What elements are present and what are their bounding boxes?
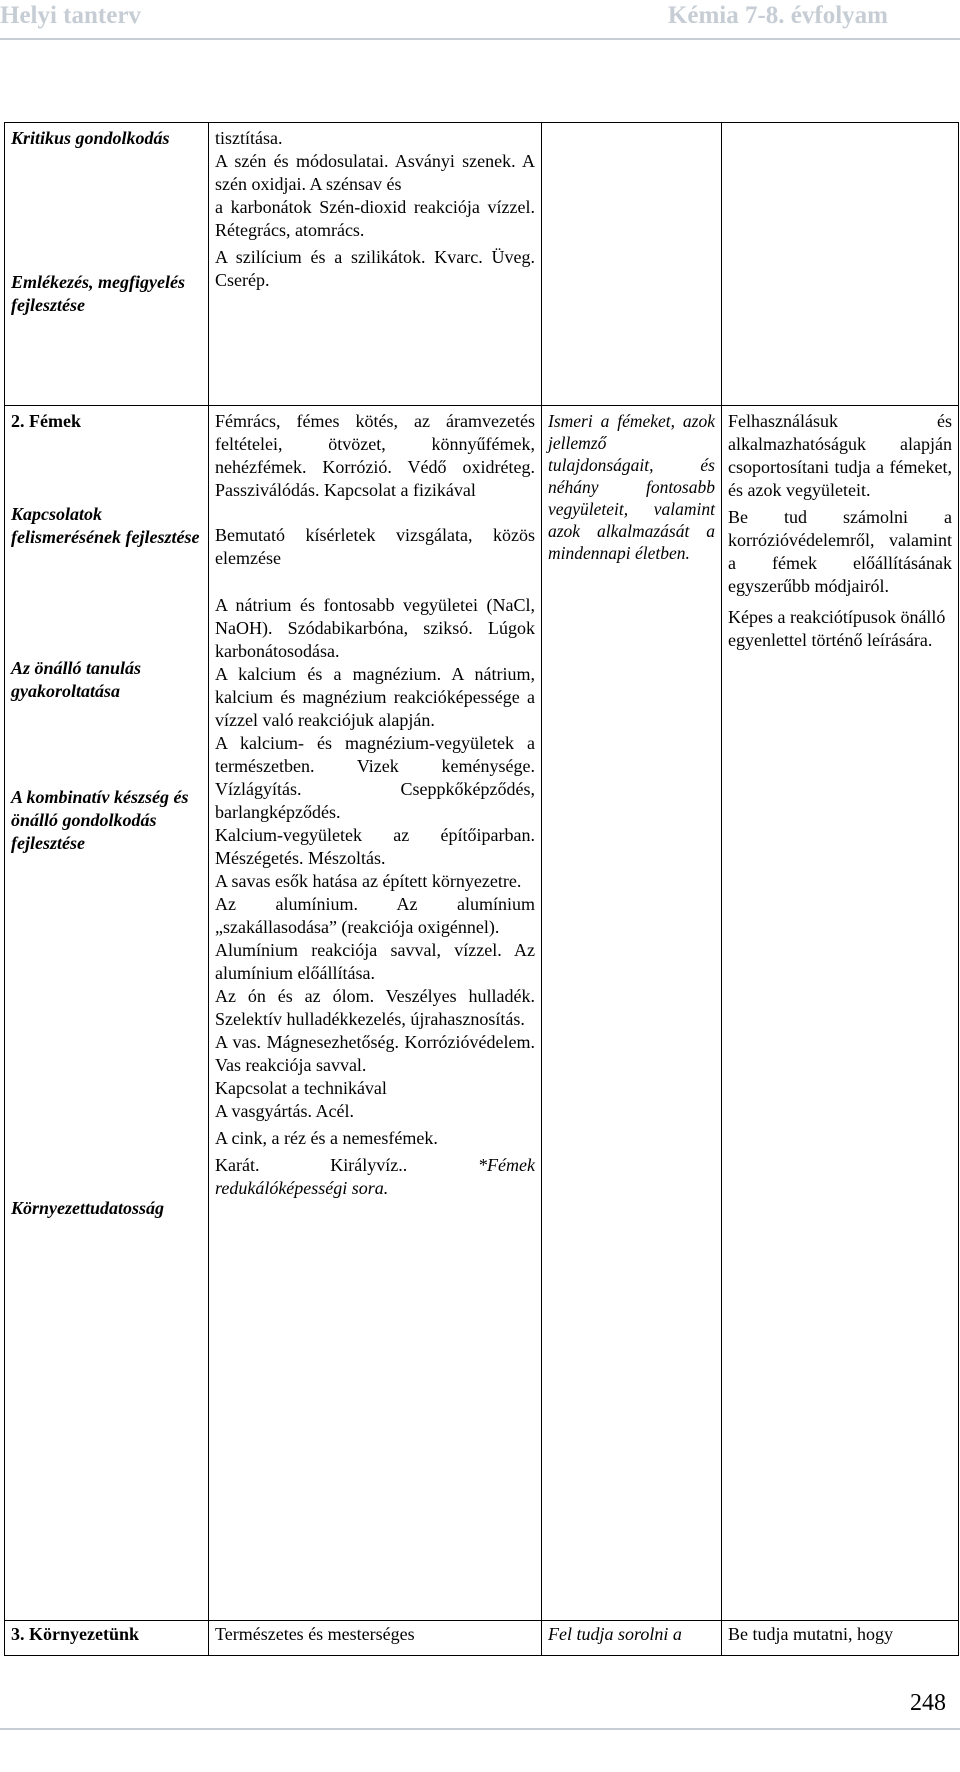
content-cell [209,123,542,406]
content-text: Az alumínium. Az alumínium „szakállasodása” (reakciója oxigénnel). [215,894,535,937]
content-text: A nátrium és fontosabb vegyületei (NaCl, NaOH). Szódabikarbóna, sziksó. Lúgok karbonátosodása. [215,595,535,661]
competence-text: Képes a reakciótípusok önálló egyenlettel történő leírására. [728,607,946,650]
table-row [5,123,959,406]
topic-heading: 2. Fémek [11,411,81,431]
content-text: A cink, a réz és a nemesfémek. [215,1128,438,1148]
content-text: Természetes és mesterséges [209,1621,542,1656]
development-area: Kritikus gondolkodás [11,128,170,148]
content-text: Alumínium reakciója savval, vízzel. Az alumínium előállítása. [215,940,535,983]
competence-text: Be tudja mutatni, hogy [722,1621,959,1656]
content-text: Karát. Királyvíz.. [215,1155,408,1175]
competence-cell [722,123,959,406]
table-row [5,406,959,1621]
competence-text: Felhasználásuk és alkalmazhatóságuk alapján csoportosítani tudja a fémeket, és azok vegyületeit. [728,411,952,500]
development-area: Kapcsolatok felismerésének fejlesztése [11,504,200,547]
content-text: A szén és módosulatai. Asványi szenek. A szén oxidjai. A szénsav és [215,151,535,194]
content-text: A kalcium- és magnézium-vegyületek a természetben. Vizek keménysége. Vízlágyítás. Cseppkőképződés, barlangképződés. [215,733,535,822]
development-area: Környezettudatosság [11,1198,165,1218]
outcome-text: Ismeri a fémeket, azok jellemző tulajdonságait, és néhány fontosabb vegyületeit, valamint azok alkalmazását a mindennapi életben. [548,411,715,563]
content-text: A szilícium és a szilikátok. Kvarc. Üveg. Cserép. [215,247,535,290]
content-text: Kalcium-vegyületek az építőiparban. Mészégetés. Mészoltás. [215,825,535,868]
page-number: 248 [910,1690,946,1716]
content-text: A savas esők hatása az épített környezetre. [215,871,522,891]
competence-text: Be tud számolni a korrózióvédelemről, valamint a fémek előállításának egyszerűbb módjairól. [728,507,952,596]
content-text: Kapcsolat a technikával [215,1078,387,1098]
development-area-cell [5,406,209,1621]
development-area-cell [5,123,209,406]
content-text: A vas. Mágnesezhetőség. Korrózióvédelem. Vas reakciója savval. [215,1032,535,1075]
competence-cell [722,406,959,1621]
development-area: A kombinatív készség és önálló gondolkodás fejlesztése [11,787,189,853]
header-left-title: Helyi tanterv [0,2,141,29]
outcome-cell [542,123,722,406]
outcome-text: Fel tudja sorolni a [542,1621,722,1656]
header-right-title: Kémia 7-8. évfolyam [667,2,888,29]
content-text: Az ón és az ólom. Veszélyes hulladék. Szelektív hulladékkezelés, újrahasznosítás. [215,986,535,1029]
content-text: A kalcium és a magnézium. A nátrium, kalcium és magnézium reakcióképessége a vízzel való reakciójuk alapján. [215,664,535,730]
table-row [5,1621,959,1656]
curriculum-table [4,122,959,1656]
content-text: tisztítása. [215,128,283,148]
outcome-cell [542,406,722,1621]
development-area: Az önálló tanulás gyakoroltatása [11,658,142,701]
topic-heading: 3. Környezetünk [5,1621,209,1656]
content-text [215,1154,535,1200]
content-text: a karbonátok Szén-dioxid reakciója vízzel. Rétegrács, atomrács. [215,197,535,240]
content-text: A vasgyártás. Acél. [215,1101,354,1121]
development-area: Emlékezés, megfigyelés fejlesztése [11,272,185,315]
content-text: Fémrács, fémes kötés, az áramvezetés feltételei, ötvözet, könnyűfémek, nehézfémek. Korrózió. Védő oxidréteg. Passziválódás. Kapcsolat a fizikával [215,411,535,500]
header-divider [0,38,960,40]
content-text-italic: *Fémek redukálóképességi sora. [215,1155,536,1198]
content-cell [209,406,542,1621]
footer-divider [0,1728,960,1730]
content-text: Bemutató kísérletek vizsgálata, közös elemzése [215,525,535,568]
